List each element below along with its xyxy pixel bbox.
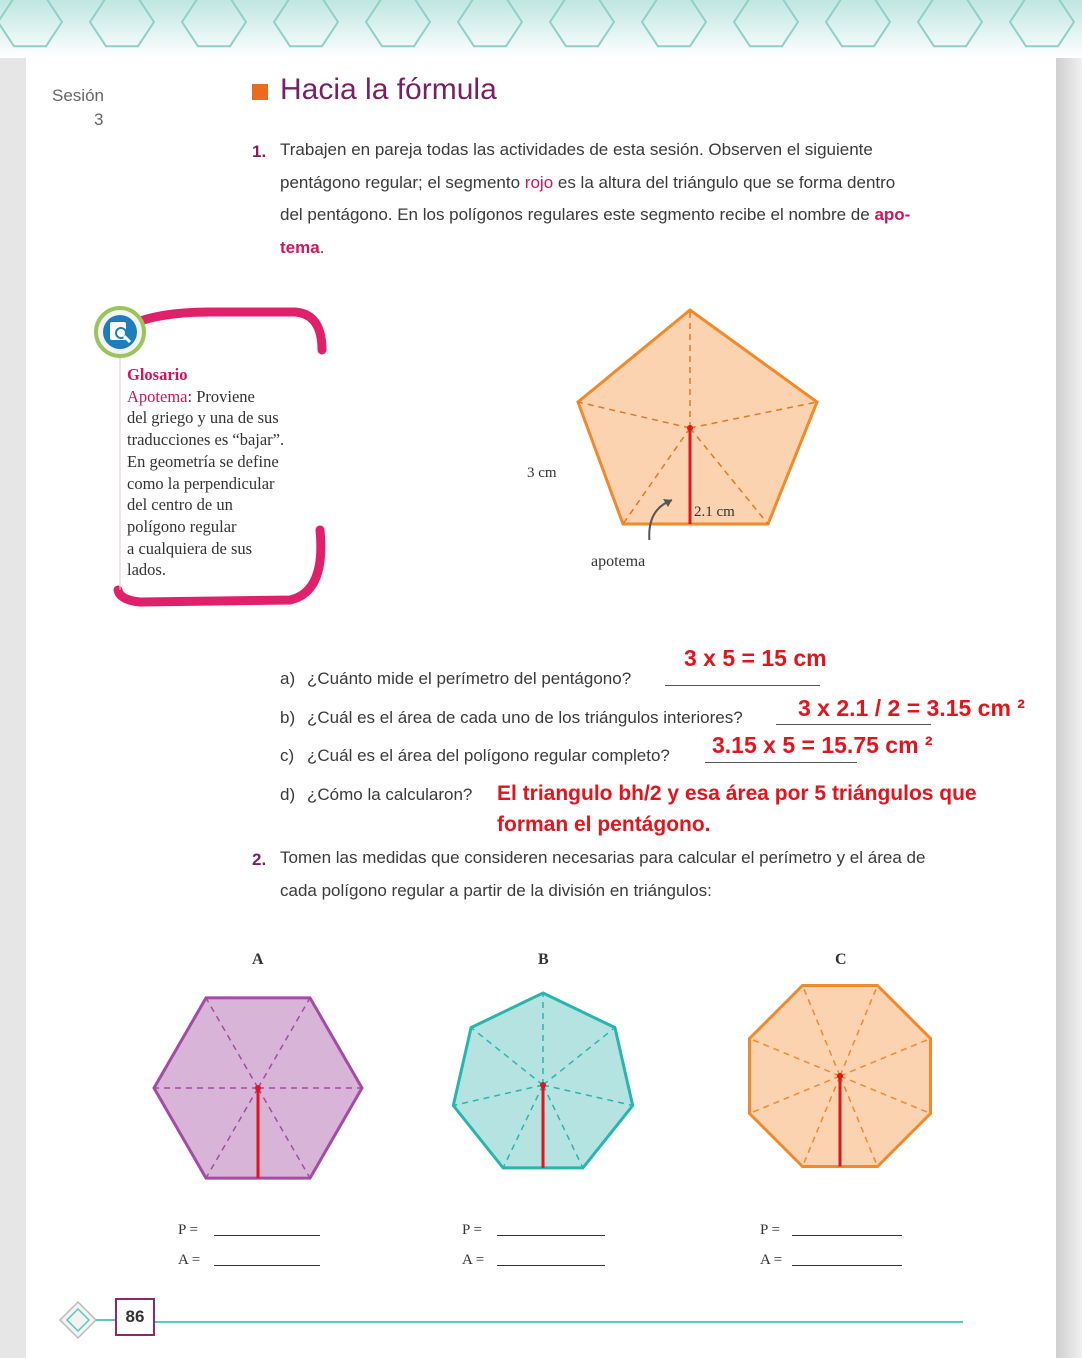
glossary-term: Apotema [127, 386, 188, 406]
session-number: 3 [94, 110, 104, 129]
glossary-line-7: a cualquiera de sus [127, 538, 253, 558]
page-number: 86 [115, 1298, 155, 1336]
glossary-line-3: En geometría se define [127, 451, 279, 471]
question-b-text: ¿Cuál es el área de cada uno de los triángulos interiores? [307, 708, 743, 727]
decorative-banner [0, 0, 1082, 58]
polygon-b-area-field[interactable] [497, 1265, 605, 1266]
exercise-1-line-2 [280, 167, 964, 200]
polygon-c-perimeter-label: P = [760, 1222, 780, 1238]
session-label: Sesión [52, 86, 104, 105]
answer-a: 3 x 5 = 15 cm [684, 645, 827, 671]
text-span: del pentágono. En los polígonos regulares este segmento recibe el nombre de [280, 205, 875, 224]
exercise-2-number: 2. [252, 850, 267, 869]
polygon-a-area-label: A = [178, 1252, 201, 1268]
question-d-label: d) [280, 785, 296, 804]
answer-a-line [665, 685, 820, 686]
text-span: : Proviene [187, 386, 255, 406]
apothem-label: apotema [591, 553, 646, 570]
polygon-a-area-field[interactable] [214, 1265, 320, 1266]
octagon-figure [740, 980, 945, 1180]
center-point [837, 1073, 843, 1079]
center-point [255, 1085, 261, 1091]
apothem-value-label: 2.1 cm [694, 504, 735, 520]
exercise-2-text [280, 842, 980, 907]
red-word: rojo [524, 172, 554, 192]
apotema-term: apo- [874, 205, 911, 224]
exercise-1-line-4 [280, 232, 964, 265]
footer-logo-icon [58, 1300, 118, 1340]
polygon-c-perimeter-field[interactable] [792, 1235, 902, 1236]
polygon-b-label: B [538, 951, 549, 968]
exercise-2-line-1: Tomen las medidas que consideren necesarias para calcular el perímetro y el área de [280, 848, 926, 867]
question-a-text: ¿Cuánto mide el perímetro del pentágono? [307, 669, 632, 688]
question-d-text: ¿Cómo la calcularon? [307, 785, 473, 804]
polygon-a-perimeter-label: P = [178, 1222, 198, 1238]
polygon-b-area-label: A = [462, 1252, 485, 1268]
exercise-2-line-2: cada polígono regular a partir de la división en triángulos: [280, 880, 712, 900]
polygon-a-label: A [252, 951, 264, 968]
exercise-1-text [280, 134, 964, 264]
exercise-1-line-1: Trabajen en pareja todas las actividades de esta sesión. Observen el siguiente [280, 140, 873, 159]
polygon-c-area-field[interactable] [792, 1265, 902, 1266]
exercise-1-line-3 [280, 199, 964, 232]
text-span: es la altura del triángulo que se forma dentro [553, 172, 896, 192]
answer-d-line-1: El triangulo bh/2 y esa área por 5 triángulos que [497, 782, 977, 805]
exercise-1-number: 1. [252, 142, 267, 161]
apotema-term: tema [280, 237, 320, 257]
title-bullet [252, 84, 268, 100]
heptagon-figure [440, 985, 650, 1185]
hexagon-figure [140, 985, 380, 1185]
polygon-a-perimeter-field[interactable] [214, 1235, 320, 1236]
glossary-line-4: como la perpendicular [127, 473, 275, 493]
answer-c-line [705, 762, 857, 763]
glossary-heading: Glosario [127, 365, 188, 384]
glossary-line-8: lados. [127, 560, 166, 580]
page-shadow [1056, 0, 1082, 1358]
footer-rule [155, 1321, 963, 1323]
glossary-icon [96, 308, 144, 356]
glossary-line-2: traducciones es “bajar”. [127, 430, 285, 450]
answer-c: 3.15 x 5 = 15.75 cm ² [712, 732, 933, 758]
glossary-line-0 [127, 386, 327, 408]
text-span: . [319, 237, 325, 257]
glossary-line-6: polígono regular [127, 516, 237, 536]
polygon-c-area-label: A = [760, 1252, 783, 1268]
question-c-label: c) [280, 746, 295, 765]
center-point [540, 1082, 546, 1088]
text-span: pentágono regular; el segmento [280, 172, 525, 192]
page-title: Hacia la fórmula [280, 73, 497, 106]
question-a-label: a) [280, 669, 296, 688]
polygon-c-label: C [835, 951, 847, 968]
pentagon-side-label: 3 cm [527, 465, 557, 481]
glossary-line-5: del centro de un [127, 495, 233, 515]
polygon-b-perimeter-field[interactable] [497, 1235, 605, 1236]
question-b-label: b) [280, 708, 296, 727]
answer-d-line-2: forman el pentágono. [497, 813, 711, 836]
glossary-text [127, 364, 327, 581]
answer-b-line [776, 724, 931, 725]
answer-b: 3 x 2.1 / 2 = 3.15 cm ² [798, 695, 1025, 721]
glossary-line-1: del griego y una de sus [127, 408, 279, 428]
question-c-text: ¿Cuál es el área del polígono regular completo? [307, 746, 670, 765]
polygon-b-perimeter-label: P = [462, 1222, 482, 1238]
